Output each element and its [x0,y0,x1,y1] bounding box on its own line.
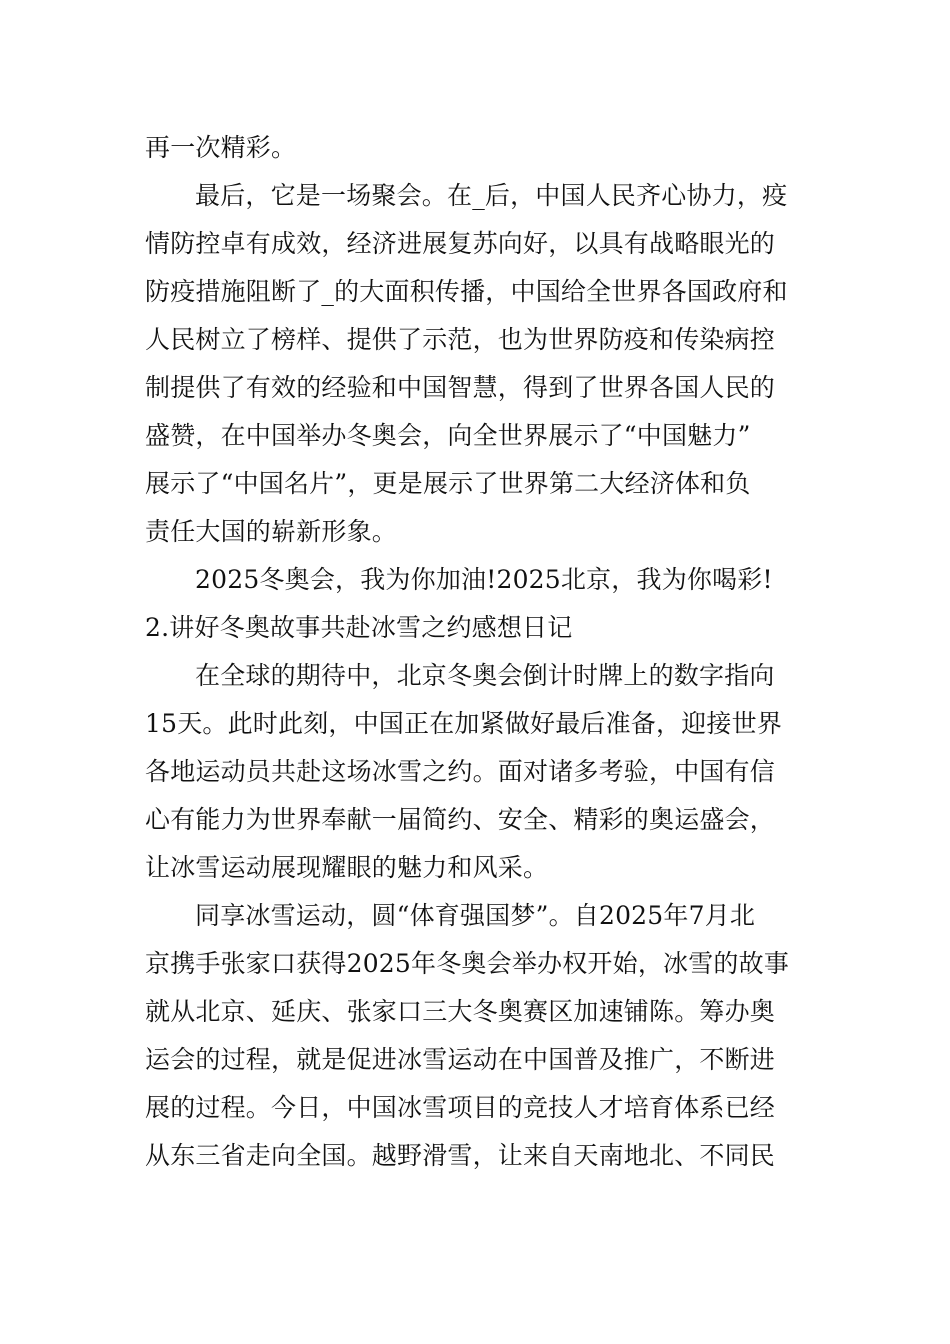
paragraph-line: 2025冬奥会，我为你加油!2025北京，我为你喝彩! [195,565,773,594]
paragraph-line: 京携手张家口获得2025年冬奥会举办权开始，冰雪的故事 [145,949,790,978]
paragraph-line: 情防控卓有成效，经济进展复苏向好，以具有战略眼光的 [145,229,776,258]
paragraph-line: 展示了“中国名片”，更是展示了世界第二大经济体和负 [145,469,751,498]
paragraph-line: 再一次精彩。 [145,133,297,162]
paragraph-line: 在全球的期待中，北京冬奥会倒计时牌上的数字指向 [195,661,775,690]
paragraph-line: 防疫措施阻断了_的大面积传播，中国给全世界各国政府和 [145,277,788,306]
paragraph-line: 最后，它是一场聚会。在_后，中国人民齐心协力，疫 [195,181,788,210]
document-body [145,124,815,1180]
paragraph-line: 展的过程。今日，中国冰雪项目的竞技人才培育体系已经 [145,1093,776,1122]
paragraph-line: 15天。此时此刻，中国正在加紧做好最后准备，迎接世界 [145,709,783,738]
paragraph-line: 责任大国的崭新形象。 [145,517,398,546]
paragraph-line: 制提供了有效的经验和中国智慧，得到了世界各国人民的 [145,373,776,402]
paragraph-line: 从东三省走向全国。越野滑雪，让来自天南地北、不同民 [145,1141,776,1170]
paragraph-line: 心有能力为世界奉献一届简约、安全、精彩的奥运盛会， [145,805,776,834]
paragraph-line: 各地运动员共赴这场冰雪之约。面对诸多考验，中国有信 [145,757,776,786]
paragraph-line: 让冰雪运动展现耀眼的魅力和风采。 [145,853,549,882]
paragraph-line: 运会的过程，就是促进冰雪运动在中国普及推广，不断进 [145,1045,776,1074]
section-heading: 2.讲好冬奥故事共赴冰雪之约感想日记 [145,613,573,642]
paragraph-line: 就从北京、延庆、张家口三大冬奥赛区加速铺陈。筹办奥 [145,997,776,1026]
paragraph-line: 盛赞，在中国举办冬奥会，向全世界展示了“中国魅力” [145,421,751,450]
paragraph-line: 人民树立了榜样、提供了示范，也为世界防疫和传染病控 [145,325,776,354]
paragraph-line: 同享冰雪运动，圆“体育强国梦”。自2025年7月北 [195,901,756,930]
